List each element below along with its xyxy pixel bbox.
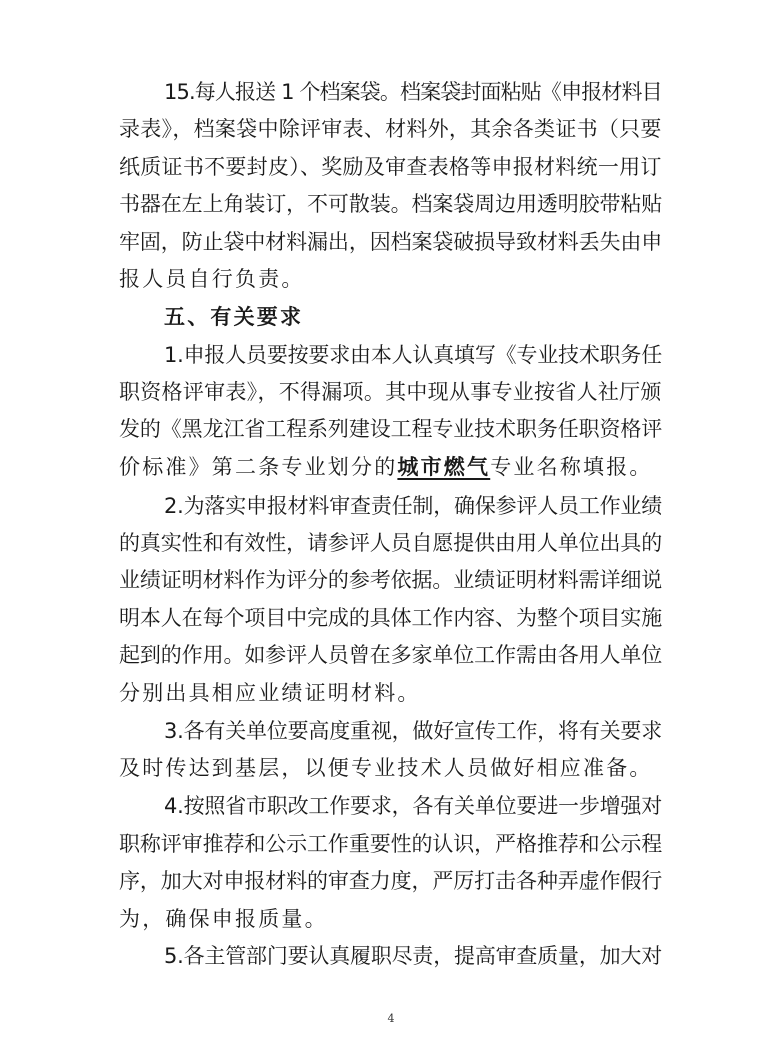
item-3-line-2: 及时传达到基层，以便专业技术人员做好相应准备。 (119, 756, 653, 780)
paragraph-15-line-4: 书器在左上角装订，不可散装。档案袋周边用透明胶带粘贴 (119, 192, 663, 216)
item-1-line-3: 发的《黑龙江省工程系列建设工程专业技术职务任职资格评 (119, 417, 663, 441)
item-2-line-1: 2.为落实申报材料审查责任制，确保参评人员工作业绩 (164, 494, 663, 518)
paragraph-15-line-1: 15.每人报送 1 个档案袋。档案袋封面粘贴《申报材料目 (164, 80, 662, 104)
paragraph-15-line-2: 录表》，档案袋中除评审表、材料外，其余各类证书（只要 (119, 117, 662, 141)
item-2-line-3: 业绩证明材料作为评分的参考依据。业绩证明材料需详细说 (119, 568, 663, 592)
item-1-line-1: 1.申报人员要按要求由本人认真填写《专业技术职务任 (164, 343, 663, 367)
item-4-line-1: 4.按照省市职改工作要求，各有关单位要进一步增强对 (164, 794, 663, 818)
item-4-line-2: 职称评审推荐和公示工作重要性的认识，严格推荐和公示程 (119, 832, 663, 856)
paragraph-15-line-6: 报人员自行负责。 (119, 267, 305, 291)
item-1-line-2: 职资格评审表》，不得漏项。其中现从事专业按省人社厅颁 (119, 380, 662, 404)
item-4-line-3: 序，加大对申报材料的审查力度，严厉打击各种弄虚作假行 (119, 869, 663, 893)
item-1-line-4 (119, 454, 653, 480)
paragraph-15-line-5: 牢固，防止袋中材料漏出，因档案袋破损导致材料丢失由申 (119, 230, 663, 254)
item-1-text-after: 专业名称填报。 (490, 455, 653, 479)
item-2-line-5: 起到的作用。如参评人员曾在多家单位工作需由各用人单位 (119, 643, 663, 667)
item-4-line-4: 为，确保申报质量。 (119, 907, 328, 931)
item-2-line-2: 的真实性和有效性，请参评人员自愿提供由用人单位出具的 (119, 531, 663, 555)
item-5-line-1: 5.各主管部门要认真履职尽责，提高审查质量，加大对 (164, 944, 663, 968)
item-2-line-6: 分别出具相应业绩证明材料。 (119, 681, 421, 705)
highlighted-specialty: 城市燃气 (397, 455, 491, 479)
item-1-text-before: 价标准》第二条专业划分的 (119, 455, 398, 479)
item-3-line-1: 3.各有关单位要高度重视，做好宣传工作，将有关要求 (164, 719, 663, 743)
page-number: 4 (387, 1012, 395, 1025)
section-heading: 五、有关要求 (164, 305, 304, 329)
item-2-line-4: 明本人在每个项目中完成的具体工作内容、为整个项目实施 (119, 606, 663, 630)
paragraph-15-line-3: 纸质证书不要封皮）、奖励及审查表格等申报材料统一用订 (119, 155, 662, 179)
